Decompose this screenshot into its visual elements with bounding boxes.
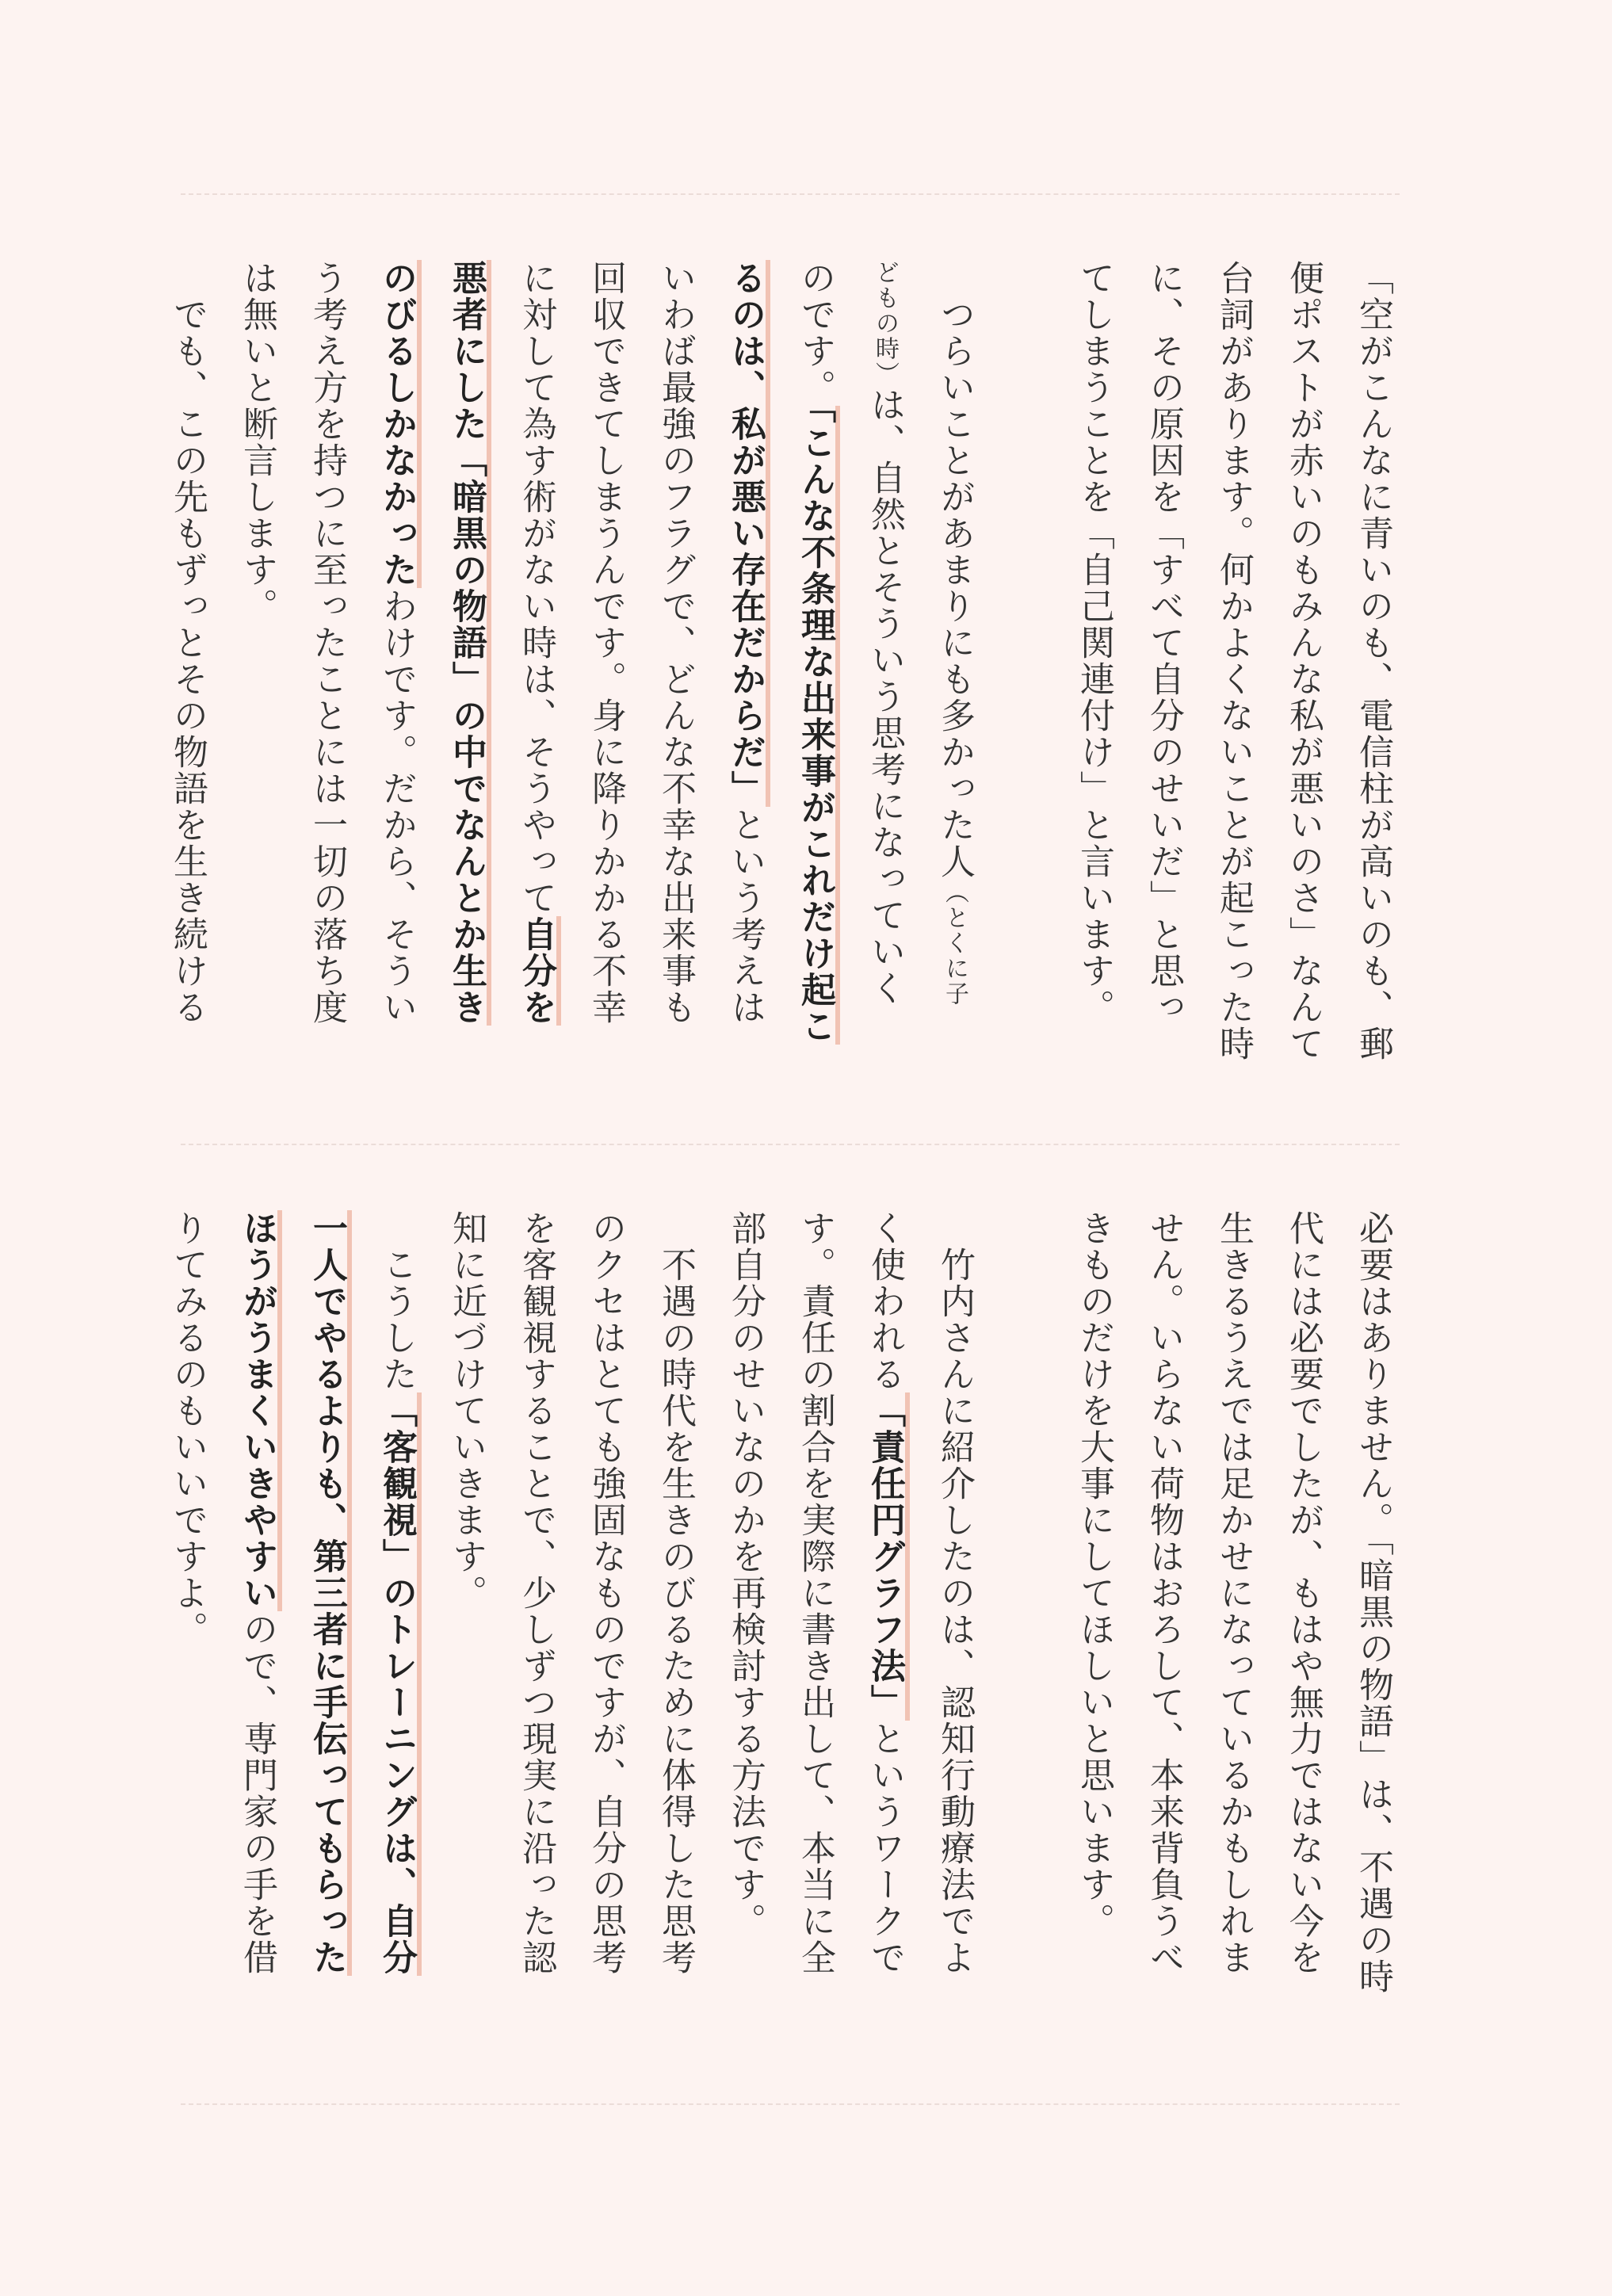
body-text: に対して為す術がない時は、そうやって (516, 260, 556, 916)
body-text: 知に近づけていきます。 (446, 1210, 487, 1611)
highlighted-text: 「こんな不条理な出来事がこれだけ起こ (795, 406, 835, 1045)
text-column (850, 1210, 919, 2042)
body-text: を客観視することで、少しずつ現実に沿った認 (516, 1210, 556, 1976)
body-text: せん。いらない荷物はおろして、本来背負うべ (1144, 1210, 1184, 1976)
text-column (501, 1210, 571, 2042)
text-column (571, 1210, 640, 2042)
divider-top (181, 193, 1400, 195)
body-text: りてみるのもいいですよ。 (167, 1210, 208, 1648)
body-text: 必要はありません。「暗黒の物語」は、不遇の時 (1353, 1210, 1393, 1995)
body-text: は無いと断言します。 (237, 260, 277, 625)
body-text: 台詞があります。何かよくないことが起こった時 (1213, 260, 1254, 1062)
divider-bottom (181, 2103, 1400, 2105)
body-text: す。責任の割合を実際に書き出して、本当に全 (795, 1210, 835, 1976)
text-column (571, 260, 640, 1092)
body-text: 部自分のせいなのかを再検討する方法です。 (725, 1210, 766, 1939)
highlighted-text: るのは、私が悪い存在だからだ」 (725, 260, 766, 807)
text-column (1268, 1210, 1338, 2042)
highlighted-text: 「責任円グラフ法」 (865, 1392, 905, 1721)
body-text: わけです。だから、そうい (376, 588, 417, 1026)
body-text: というワークで (865, 1721, 905, 1976)
text-column (919, 260, 989, 1092)
text-column (1059, 1210, 1129, 2042)
text-column (292, 1210, 361, 2042)
highlighted-text: 自分を (516, 916, 556, 1026)
body-text: きものだけを大事にしてほしいと思います。 (1074, 1210, 1114, 1939)
body-text: てしまうことを「自己関連付け」と言います。 (1074, 260, 1114, 1026)
body-text: は、自然とそういう思考になっていく (865, 387, 905, 1007)
text-column (222, 1210, 292, 2042)
text-section-2 (167, 1210, 1408, 2042)
text-column (989, 260, 1059, 1092)
text-column (989, 1210, 1059, 2042)
body-text: でも、この先もずっとその物語を生き続ける (167, 260, 208, 1026)
body-text: 不遇の時代を生きのびるために体得した思考 (655, 1210, 696, 1976)
annotation-text: （とくに子 (941, 880, 968, 1007)
body-text: 生きるうえでは足かせになっているかもしれま (1213, 1210, 1254, 1976)
body-text: のクセはとても強固なものですが、自分の思考 (586, 1210, 626, 1976)
body-text: 便ポストが赤いのもみんな私が悪いのさ」なんて (1283, 260, 1324, 1062)
text-column (640, 260, 710, 1092)
highlighted-text: 一人でやるよりも、第三者に手伝ってもらった (307, 1210, 347, 1976)
body-text: いわば最強のフラグで、どんな不幸な出来事も (655, 260, 696, 1026)
text-column (1338, 260, 1408, 1092)
text-column (1338, 1210, 1408, 2042)
text-column (1198, 1210, 1268, 2042)
divider-middle (181, 1144, 1400, 1145)
body-text: こうした (376, 1210, 417, 1392)
body-text: つらいことがあまりにも多かった人 (934, 260, 975, 880)
text-column (780, 260, 850, 1092)
text-column (1059, 260, 1129, 1092)
body-text: 代には必要でしたが、もはや無力ではない今を (1283, 1210, 1324, 1976)
body-text: 回収できてしまうんです。身に降りかかる不幸 (586, 260, 626, 1026)
text-column (640, 1210, 710, 2042)
text-column (431, 260, 501, 1092)
highlighted-text: ほうがうまくいきやすい (237, 1210, 277, 1611)
text-column (152, 1210, 222, 2042)
text-column (710, 260, 780, 1092)
text-column (1129, 260, 1198, 1092)
text-column (361, 1210, 431, 2042)
annotation-text: どもの時） (871, 260, 899, 387)
body-text: く使われる (865, 1210, 905, 1392)
text-column (850, 260, 919, 1092)
highlighted-text: 「客観視」のトレーニングは、自分 (376, 1392, 417, 1976)
text-column (780, 1210, 850, 2042)
body-text: ので、専門家の手を借 (237, 1611, 277, 1976)
body-text: 「空がこんなに青いのも、電信柱が高いのも、郵 (1353, 260, 1393, 1062)
body-text: う考え方を持つに至ったことには一切の落ち度 (307, 260, 347, 1026)
text-column (431, 1210, 501, 2042)
body-text: という考えは (725, 807, 766, 1026)
text-column (919, 1210, 989, 2042)
body-text: に、その原因を「すべて自分のせいだ」と思っ (1144, 260, 1184, 1026)
text-column (152, 260, 222, 1092)
body-text: 竹内さんに紹介したのは、認知行動療法でよ (934, 1210, 975, 1976)
text-column (1129, 1210, 1198, 2042)
text-section-1 (167, 260, 1408, 1092)
text-column (710, 1210, 780, 2042)
text-column (501, 260, 571, 1092)
highlighted-text: 悪者にした「暗黒の物語」の中でなんとか生き (446, 260, 487, 1026)
text-column (1268, 260, 1338, 1092)
text-column (222, 260, 292, 1092)
text-column (1198, 260, 1268, 1092)
body-text: のです。 (795, 260, 835, 406)
text-column (361, 260, 431, 1092)
highlighted-text: のびるしかなかった (376, 260, 417, 588)
text-column (292, 260, 361, 1092)
